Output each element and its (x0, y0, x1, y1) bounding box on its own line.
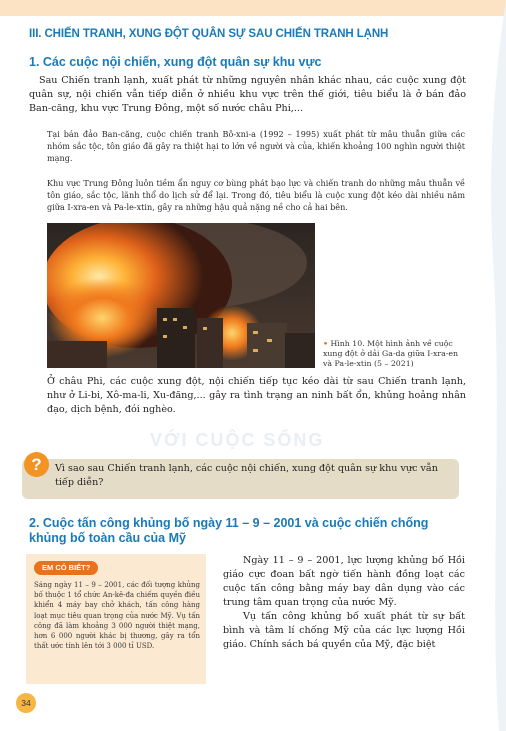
right-margin-decoration (485, 0, 506, 731)
did-you-know-text: Sáng ngày 11 – 9 – 2001, các đối tượng khủng bố thuộc 1 tổ chức An-kê-đa chiếm quyền điều khiển 4 máy bay chở khách, tấn công hàng loạt mục tiêu quan trọng của nước Mỹ. Vụ tấn công đã làm khoảng 3 000 người thiệt mạng, hơn 6 000 người khác bị thương, gây ra tổn thất ước tính lên tới 3 000 tỉ USD. (34, 581, 200, 651)
subsection-title-2: 2. Cuộc tấn công khủng bố ngày 11 – 9 – 2001 và cuộc chiến chống khủng bố toàn cầu của Mỹ (29, 516, 429, 545)
subsection-title-1: 1. Các cuộc nội chiến, xung đột quân sự khu vực (29, 55, 322, 69)
watermark-text: VỚI CUỘC SỐNG (150, 430, 325, 450)
paragraph-intro: Sau Chiến tranh lạnh, xuất phát từ những nguyên nhân khác nhau, các cuộc xung đột quân sự, nội chiến vẫn tiếp diễn ở nhiều khu vực trên thế giới, tiêu biểu là ở bán đảo Ban-căng, khu vực Trung Đông, một số nước châu Phi,... (29, 75, 466, 114)
question-text: Vì sao sau Chiến tranh lạnh, các cuộc nội chiến, xung đột quân sự khu vực vẫn tiếp diễn? (55, 463, 438, 488)
did-you-know-label: EM CÓ BIẾT? (34, 561, 98, 575)
quote-balkan: Tại bán đảo Ban-căng, cuộc chiến tranh Bô-xni-a (1992 – 1995) xuất phát từ mâu thuẫn giữa các nhóm sắc tộc, tôn giáo đã gây ra thiệt hại to lớn về người và của, khiến khoảng 100 nghìn người thiệt mạng. (47, 129, 465, 163)
conflict-photo (47, 223, 315, 368)
paragraph-attack: Ngày 11 – 9 – 2001, lực lượng khủng bố Hồi giáo cực đoan bất ngờ tiến hành đồng loạt các cuộc tấn công bằng máy bay dân dụng vào các trung tâm quan trọng của nước Mỹ. (223, 555, 465, 608)
question-mark-icon: ? (24, 452, 49, 477)
section-title: III. CHIẾN TRANH, XUNG ĐỘT QUÂN SỰ SAU CHIẾN TRANH LẠNH (29, 28, 389, 40)
paragraph-africa: Ở châu Phi, các cuộc xung đột, nội chiến tiếp tục kéo dài từ sau Chiến tranh lạnh, như ở Li-bi, Xô-ma-li, Xu-đăng,... gây ra tình trạng an ninh bất ổn, khủng hoảng nhân đạo, dịch bệnh, đói nghèo. (47, 376, 466, 415)
quote-middle-east: Khu vực Trung Đông luôn tiềm ẩn nguy cơ bùng phát bạo lực và chiến tranh do những mâu thuẫn về tôn giáo, sắc tộc, lãnh thổ do lịch sử để lại. Trong đó, tiêu biểu là cuộc xung đột kéo dài nhiều năm giữa I-xra-en và Pa-le-xtin, gây ra những hậu quả nặng nề cho cả hai bên. (47, 178, 465, 212)
caption-bullet-icon: • (323, 339, 328, 348)
figure-caption (323, 339, 458, 369)
page-number: 34 (16, 693, 36, 713)
top-decor-band (0, 0, 506, 16)
paragraph-cause: Vụ tấn công khủng bố xuất phát từ sự bất bình và tâm lí chống Mỹ của các lực lượng Hồi giáo. Chính sách bá quyền của Mỹ, đặc biệt (223, 611, 465, 650)
figure-caption-text: Hình 10. Một hình ảnh về cuộc xung đột ở dải Ga-da giữa I-xra-en và Pa-le-xtin (5 – 2021) (323, 339, 459, 368)
